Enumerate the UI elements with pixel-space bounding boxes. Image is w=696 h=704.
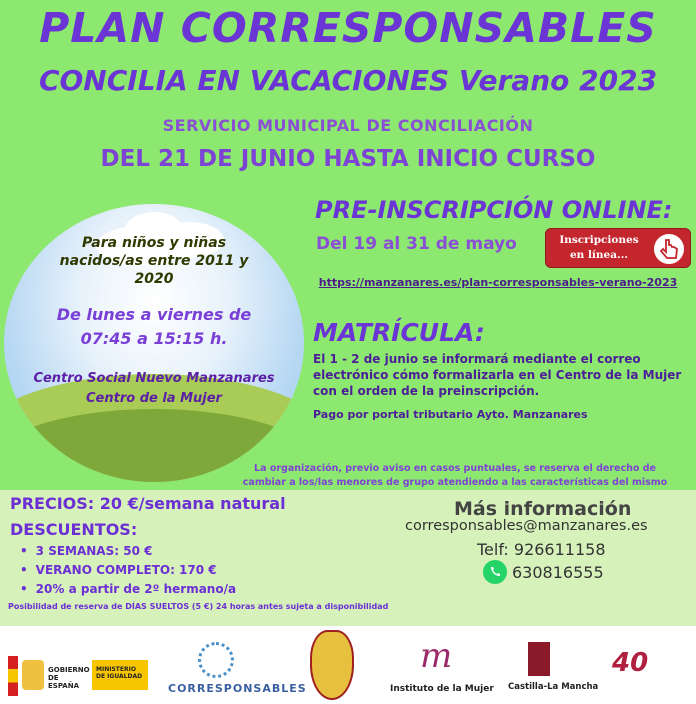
discount-list [20,542,236,599]
schedule-line-1: De lunes a viernes de [56,305,252,324]
corresponsables-star-icon [198,642,234,678]
main-title: PLAN CORRESPONSABLES [39,4,657,52]
list-item: • 20% a partir de 2º hermano/a [20,580,236,599]
age-line-2: nacidos/as entre 2011 y [59,253,249,269]
contact-phone: Telf: 926611158 [477,540,606,559]
preinscription-heading: PRE-INSCRIPCIÓN ONLINE: [315,196,673,224]
clm-shield-icon [528,642,550,676]
price-label: PRECIOS: 20 €/semana natural [10,494,286,513]
discounts-heading: DESCUENTOS: [10,520,138,539]
age-line-1: Para niños y niñas [81,235,227,251]
government-logo-text: GOBIERNO DE ESPAÑA [48,666,90,690]
button-label: Inscripciones en línea... [559,234,639,261]
manzanares-coat-of-arms-icon [310,630,354,700]
flag-icon [8,656,18,696]
loose-days-note: Posibilidad de reserva de DÍAS SUELTOS (5 €) 24 horas antes sujeta a disponibilidad [8,602,389,611]
instituto-logo-text: Instituto de la Mujer [390,684,494,694]
ministry-logo-text: MINISTERIO DE IGUALDAD [96,666,143,680]
payment-note: Pago por portal tributario Ayto. Manzanares [313,408,588,421]
contact-email[interactable]: corresponsables@manzanares.es [405,518,648,534]
organization-notice: La organización, previo aviso en casos puntuales, se reserva el derecho de cambiar a los/las menores de grupo atendiendo a las características del mismo [242,463,668,488]
pointer-hand-icon [652,232,686,266]
subtitle: CONCILIA EN VACACIONES Verano 2023 [38,64,658,97]
ministry-logo [92,660,148,690]
registration-link[interactable]: https://manzanares.es/plan-corresponsables-verano-2023 [318,276,678,289]
dates-banner: DEL 21 DE JUNIO HASTA INICIO CURSO [100,146,596,172]
list-item: • 3 SEMANAS: 50 € [20,542,236,561]
landscape-circle [4,204,304,482]
place-line-1: Centro Social Nuevo Manzanares [33,371,275,386]
age-line-3: 2020 [134,271,174,287]
instituto-mujer-icon: m [420,636,453,676]
sponsor-logos [0,626,696,704]
list-item: • VERANO COMPLETO: 170 € [20,561,236,580]
service-label: SERVICIO MUNICIPAL DE CONCILIACIÓN [162,116,534,135]
enrollment-text: El 1 - 2 de junio se informará mediante el correo electrónico cómo formalizarla en el Centro de la Mujer con el orden de la preinscripción. [313,352,682,398]
whatsapp-number: 630816555 [512,563,604,582]
anniversary-logo: 40 [612,648,649,678]
place-line-2: Centro de la Mujer [86,391,222,406]
schedule-line-2: 07:45 a 15:15 h. [80,329,228,348]
preinscription-dates: Del 19 al 31 de mayo [316,234,517,254]
corresponsables-logo-text: CORRESPONSABLES [168,682,307,695]
clm-logo-text: Castilla-La Mancha [508,682,599,692]
spain-shield-icon [22,660,44,690]
whatsapp-icon [483,560,507,584]
online-registration-button[interactable] [545,228,691,268]
more-info-heading: Más información [454,498,632,520]
enrollment-heading: MATRÍCULA: [313,318,485,347]
